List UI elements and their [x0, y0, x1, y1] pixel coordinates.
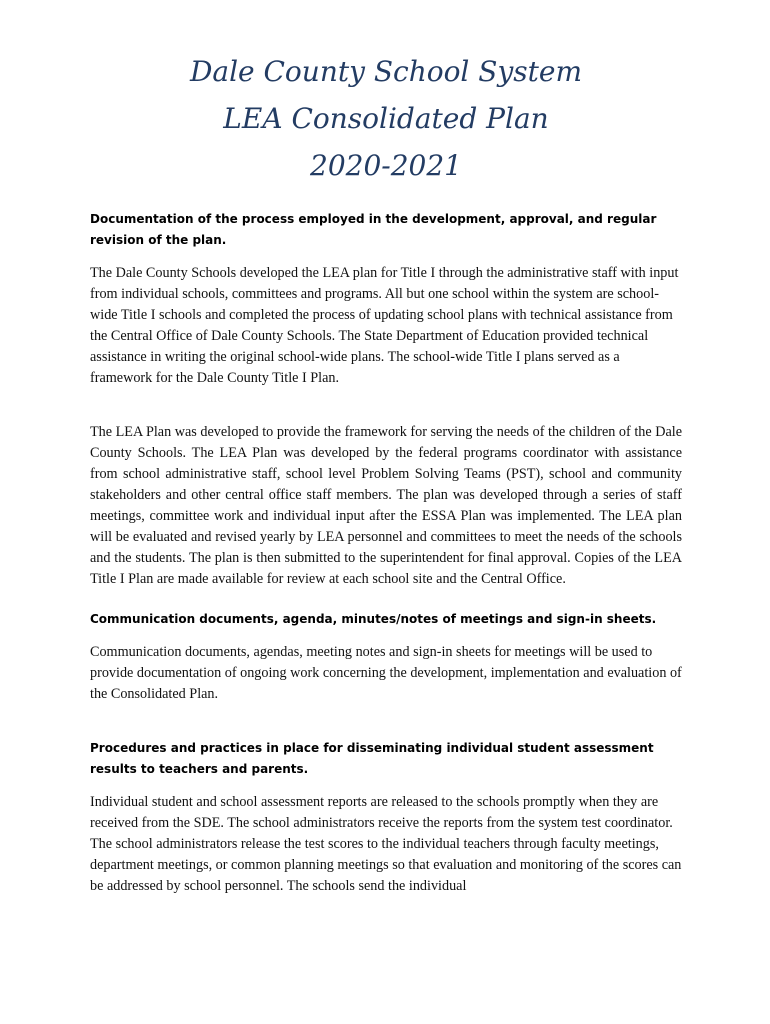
paragraph-communication-documents: Communication documents, agendas, meeting notes and sign-in sheets for meetings will be used to provide documentation of ongoing work concerning the development, implementation and evaluation of the Consolidated Plan. — [90, 644, 682, 702]
title-line-year: 2020-2021 — [310, 149, 462, 182]
section-heading-communication: Communication documents, agenda, minutes/notes of meetings and sign-in sheets. — [90, 612, 657, 626]
paragraph-development-process: The Dale County Schools developed the LEA plan for Title I through the administrative staff with input from individual schools, committees and programs. All but one school within the system are school-wide Title I schools and completed the process of updating school plans with technical assistance from the Central Office of Dale County Schools. The State Department of Education provided technical assistance in writing the original school-wide plans. The school-wide Title I plans served as a framework for the Dale County Title I Plan. — [90, 265, 679, 386]
document-title — [90, 48, 682, 189]
section-heading-documentation: Documentation of the process employed in the development, approval, and regular revision of the plan. — [90, 212, 657, 247]
section-heading-assessment-results: Procedures and practices in place for disseminating individual student assessment results to teachers and parents. — [90, 741, 654, 776]
title-line-system: Dale County School System — [189, 55, 583, 88]
title-line-plan: LEA Consolidated Plan — [223, 102, 549, 135]
paragraph-assessment-reports: Individual student and school assessment reports are released to the schools promptly when they are received from the SDE. The school administrators receive the reports from the system test coordinator. The school administrators release the test scores to the individual teachers through faculty meetings, department meetings, or common planning meetings so that evaluation and monitoring of the scores can be addressed by school personnel. The schools send the individual — [90, 794, 682, 894]
paragraph-lea-plan-framework: The LEA Plan was developed to provide the framework for serving the needs of the children of the Dale County Schools. The LEA Plan was developed by the federal programs coordinator with assistance from school administrative staff, school level Problem Solving Teams (PST), school and community stakeholders and other central office staff members. The plan was developed through a series of staff meetings, committee work and individual input after the ESSA Plan was implemented. The LEA plan will be evaluated and revised yearly by LEA personnel and committees to meet the needs of the schools and the students. The plan is then submitted to the superintendent for final approval. Copies of the LEA Title I Plan are made available for review at each school site and the Central Office. — [90, 424, 682, 587]
